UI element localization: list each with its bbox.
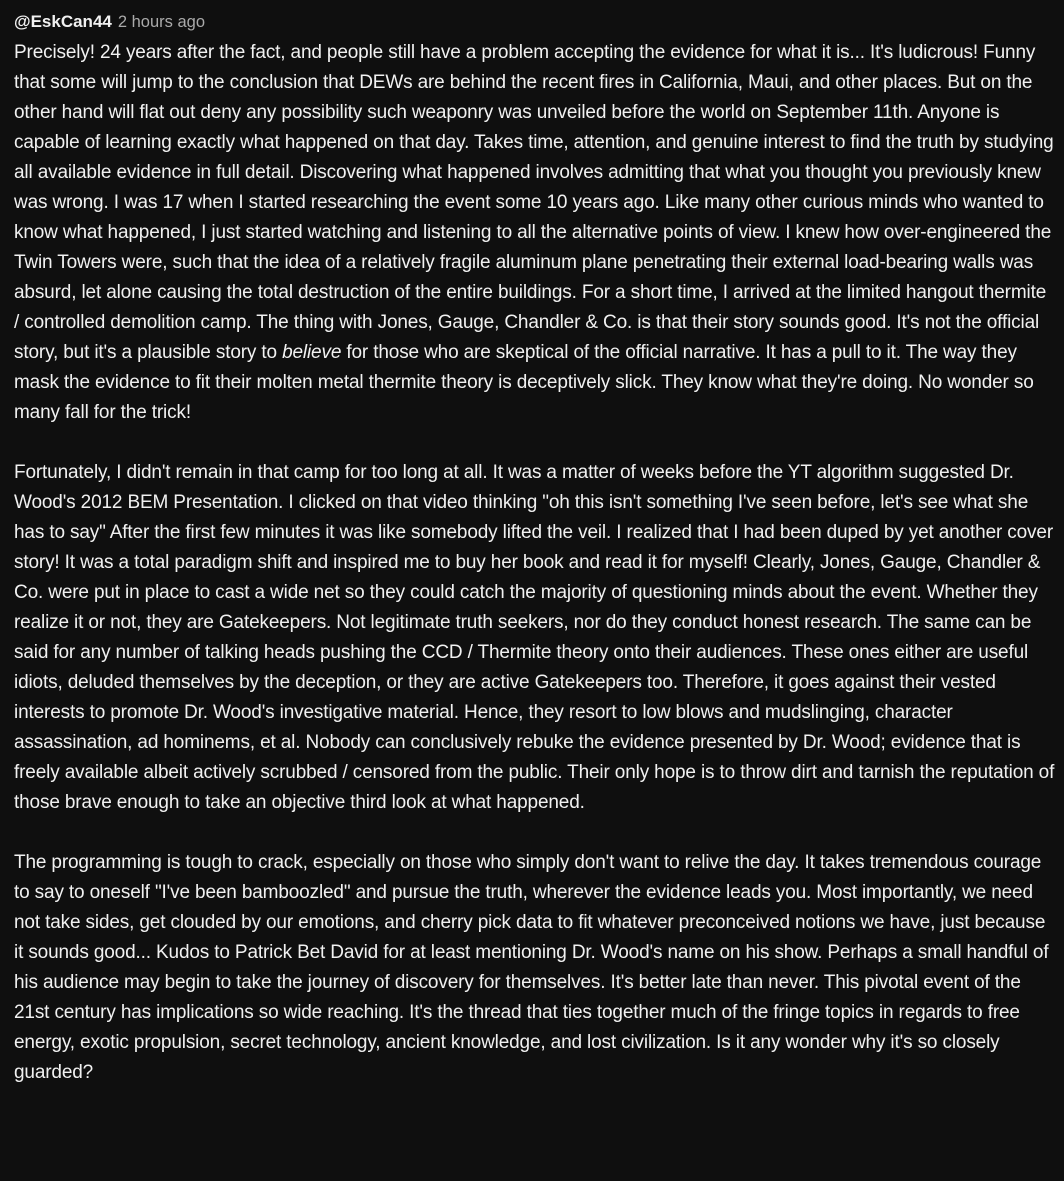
paragraph-spacer xyxy=(14,428,1056,458)
comment-timestamp-link[interactable]: 2 hours ago xyxy=(117,13,206,31)
comment-paragraph-1 xyxy=(14,38,1056,428)
comment-header xyxy=(14,8,1056,36)
comment-emphasis-believe: believe xyxy=(282,342,342,363)
comment-author-link[interactable]: @EskCan44 xyxy=(14,12,112,31)
comment-paragraph-3: The programming is tough to crack, especially on those who simply don't want to relive the day. It takes tremendous courage to say to oneself "I've been bamboozled" and pursue the truth, wherever the evidence leads you. Most importantly, we need not take sides, get clouded by our emotions, and cherry pick data to fit whatever preconceived notions we have, just because it sounds good... Kudos to Patrick Bet David for at least mentioning Dr. Wood's name on his show. Perhaps a small handful of his audience may begin to take the journey of discovery for themselves. It's better late than never. This pivotal event of the 21st century has implications so wide reaching. It's the thread that ties together much of the fringe topics in regards to free energy, exotic propulsion, secret technology, ancient knowledge, and lost civilization. Is it any wonder why it's so closely guarded? xyxy=(14,852,1049,1083)
comment-paragraph-2: Fortunately, I didn't remain in that camp for too long at all. It was a matter of weeks before the YT algorithm suggested Dr. Wood's 2012 BEM Presentation. I clicked on that video thinking "oh this isn't something I've seen before, let's see what she has to say" After the first few minutes it was like somebody lifted the veil. I realized that I had been duped by yet another cover story! It was a total paradigm shift and inspired me to buy her book and read it for myself! Clearly, Jones, Gauge, Chandler & Co. were put in place to cast a wide net so they could catch the majority of questioning minds about the event. Whether they realize it or not, they are Gatekeepers. Not legitimate truth seekers, nor do they conduct honest research. The same can be said for any number of talking heads pushing the CCD / Thermite theory onto their audiences. These ones either are useful idiots, deluded themselves by the deception, or they are active Gatekeepers too. Therefore, it goes against their vested interests to promote Dr. Wood's investigative material. Hence, they resort to low blows and mudslinging, character assassination, ad hominems, et al. Nobody can conclusively rebuke the evidence presented by Dr. Wood; evidence that is freely available albeit actively scrubbed / censored from the public. Their only hope is to throw dirt and tarnish the reputation of those brave enough to take an objective third look at what happened. xyxy=(14,462,1055,813)
paragraph-spacer xyxy=(14,818,1056,848)
comment-paragraph-1-text-end: for those who are skeptical of the official narrative. It has a pull to it. The way they mask the evidence to fit their molten metal thermite theory is deceptively slick. They know what they're doing. No wonder so many fall for the trick! xyxy=(14,342,1034,423)
comment-body xyxy=(14,38,1056,1088)
comment-paragraph-1-text-start: Precisely! 24 years after the fact, and people still have a problem accepting the evidence for what it is... It's ludicrous! Funny that some will jump to the conclusion that DEWs are behind the recent fires in California, Maui, and other places. But on the other hand will flat out deny any possibility such weaponry was unveiled before the world on September 11th. Anyone is capable of learning exactly what happened on that day. Takes time, attention, and genuine interest to find the truth by studying all available evidence in full detail. Discovering what happened involves admitting that what you thought you previously knew was wrong. I was 17 when I started researching the event some 10 years ago. Like many other curious minds who wanted to know what happened, I just started watching and listening to all the alternative points of view. I knew how over-engineered the Twin Towers were, such that the idea of a relatively fragile aluminum plane penetrating their external load-bearing walls was absurd, let alone causing the total destruction of the entire buildings. For a short time, I arrived at the limited hangout thermite / controlled demolition camp. The thing with Jones, Gauge, Chandler & Co. is that their story sounds good. It's not the official story, but it's a plausible story to xyxy=(14,42,1054,363)
